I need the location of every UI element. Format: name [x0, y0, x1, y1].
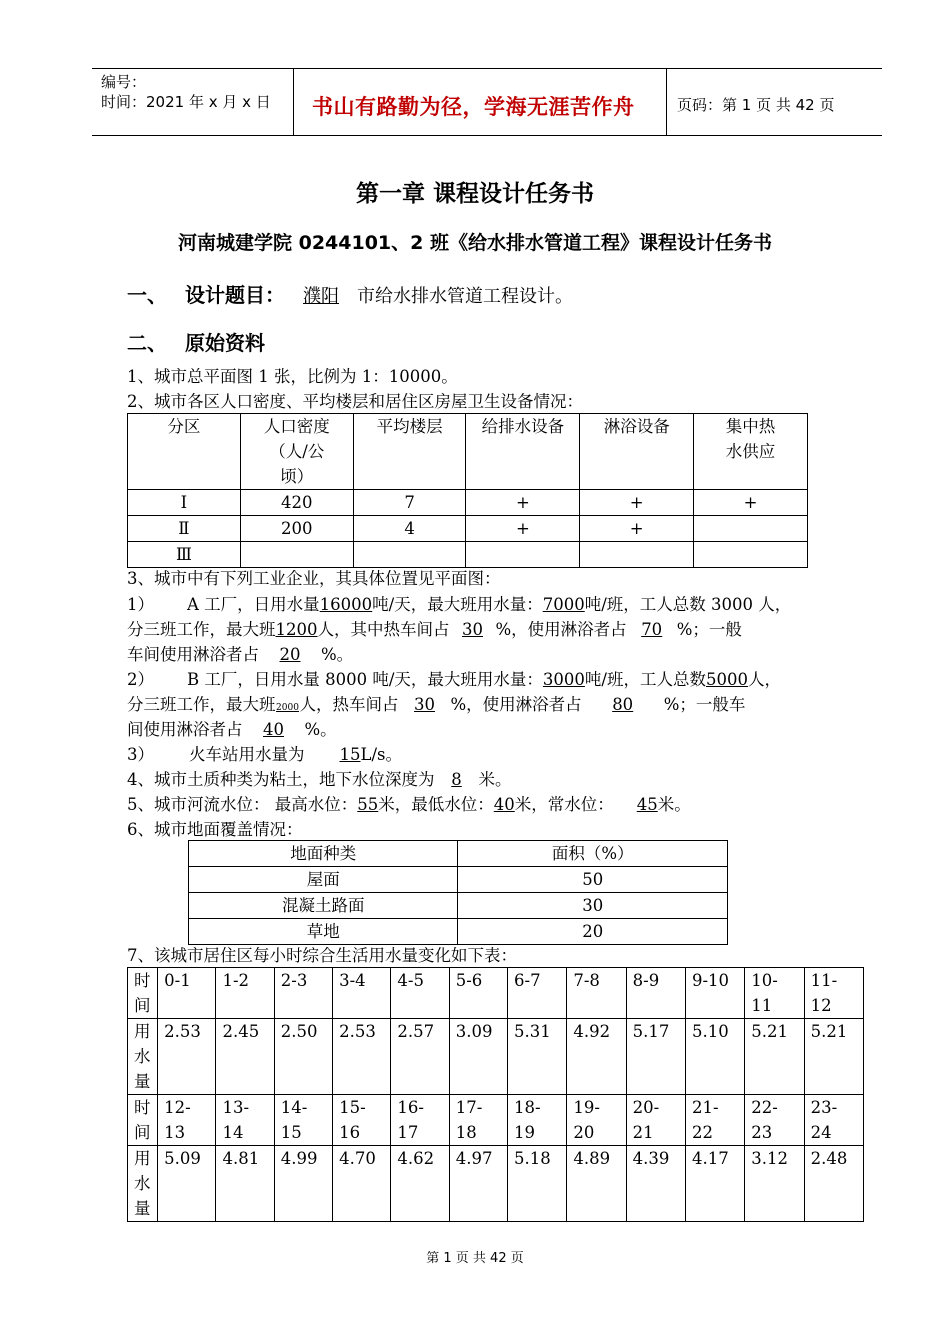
use-label-line1: 用: [134, 1022, 151, 1041]
use-label-line3: 量: [134, 1072, 151, 1091]
th-hot-water: [694, 414, 808, 490]
time-cell: [391, 1095, 449, 1146]
th-density-line3: 顷）: [280, 467, 314, 486]
cell-density: 420: [240, 490, 353, 516]
time-cell: [626, 968, 685, 1019]
hourly-water-table: [127, 967, 864, 1222]
time-cell-line: 12: [810, 996, 832, 1015]
time-label: [128, 1095, 158, 1146]
time-cell-line: 13-: [222, 1098, 250, 1117]
time-cell-line: 16: [339, 1123, 361, 1142]
time-cell: [449, 968, 507, 1019]
th-hot-line1: 集中热: [725, 417, 776, 436]
population-table-header: [128, 414, 808, 490]
time-cell-line: 20: [573, 1123, 595, 1142]
time-cell-line: 11-: [810, 971, 838, 990]
factory-b-text: 分三班工作，最大班: [127, 695, 276, 714]
time-cell: [567, 1095, 626, 1146]
time-cell: [449, 1095, 507, 1146]
item5-text: 米。: [657, 795, 691, 814]
header-divider-right: [666, 68, 667, 135]
value-cell: 4.99: [274, 1146, 332, 1222]
value-cell: 2.48: [804, 1146, 863, 1222]
factory-b-max-shift: 2000: [276, 703, 299, 713]
factory-b-text: 间使用淋浴者占: [127, 720, 243, 739]
time-cell-line: 1-2: [222, 971, 250, 990]
ground-cover-table: [188, 840, 728, 945]
time-cell-line: 18: [455, 1123, 477, 1142]
cell-shower: +: [580, 490, 694, 516]
cell-ground-area: 50: [458, 867, 728, 893]
value-cell: 4.81: [216, 1146, 274, 1222]
time-label-line2: 间: [134, 996, 151, 1015]
factory-a-max-shift: 1200: [275, 620, 318, 639]
value-cell: 2.53: [333, 1019, 391, 1095]
section1-city: 濮阳: [303, 286, 339, 307]
cell-district: Ⅰ: [128, 490, 241, 516]
station-number: 3）: [127, 745, 154, 764]
section1-rest: 市给水排水管道工程设计。: [357, 286, 573, 307]
item5-text: 米，最低水位：: [378, 795, 494, 814]
time-cell: [508, 968, 567, 1019]
time-cell-line: 14-: [280, 1098, 308, 1117]
use-label-line2: 水: [134, 1174, 151, 1193]
value-cell: 2.50: [274, 1019, 332, 1095]
time-cell-line: 11: [751, 996, 773, 1015]
factory-a-daily: 16000: [319, 595, 373, 614]
value-cell: 5.17: [626, 1019, 685, 1095]
th-ground-type: 地面种类: [189, 841, 458, 867]
factory-b-hot-pct: 30: [414, 695, 435, 714]
factory-b-text: %；一般车: [663, 695, 746, 714]
cell-hot: [694, 542, 808, 568]
cell-density: [240, 542, 353, 568]
section1-title: 设计题目：: [185, 283, 285, 307]
time-label-line1: 时: [134, 1098, 151, 1117]
time-cell: [804, 1095, 863, 1146]
cell-shower: [580, 542, 694, 568]
time-cell-line: 5-6: [455, 971, 483, 990]
value-cell: 5.21: [804, 1019, 863, 1095]
factory-a-line1: [187, 592, 791, 617]
cell-floors: 4: [353, 516, 466, 542]
value-cell: 5.21: [745, 1019, 804, 1095]
factory-a-text: A 工厂，日用水量: [187, 595, 320, 614]
cell-ground-area: 20: [458, 919, 728, 945]
factory-b-shower-pct: 80: [612, 695, 634, 714]
table-row: [128, 542, 808, 568]
section1-line: [185, 279, 573, 308]
value-cell: 5.31: [508, 1019, 567, 1095]
station-value: 15: [339, 745, 361, 764]
header-top-rule: [92, 68, 882, 69]
time-cell-line: 17-: [455, 1098, 483, 1117]
item2: 2、城市各区人口密度、平均楼层和居住区房屋卫生设备情况：: [127, 392, 583, 411]
cell-ground-type: 草地: [189, 919, 458, 945]
page-footer: 第 1 页 共 42 页: [426, 1251, 524, 1266]
value-cell: 5.10: [685, 1019, 744, 1095]
item4-value: 8: [451, 770, 462, 789]
factory-a-number: 1）: [127, 595, 154, 614]
time-cell: [333, 968, 391, 1019]
item5-text: 米，常水位：: [514, 795, 614, 814]
cell-ground-type: 屋面: [189, 867, 458, 893]
th-density-line2: （人/公: [269, 442, 325, 461]
table-row: [128, 490, 808, 516]
value-cell: 5.09: [158, 1146, 216, 1222]
time-cell-line: 15-: [339, 1098, 366, 1117]
factory-a-text: %。: [321, 645, 354, 664]
header-page-label: 页码：第 1 页 共 42 页: [677, 96, 835, 114]
item6: 6、城市地面覆盖情况：: [127, 820, 303, 839]
time-cell: [567, 968, 626, 1019]
time-cell-line: 15: [280, 1123, 302, 1142]
cell-floors: [353, 542, 466, 568]
time-cell: [508, 1095, 567, 1146]
th-plumbing: 给排水设备: [466, 414, 580, 490]
factory-b-number: 2）: [127, 670, 154, 689]
factory-b-text: 人，热车间占: [299, 695, 399, 714]
time-cell-line: 2-3: [280, 971, 308, 990]
value-cell: 5.18: [508, 1146, 567, 1222]
header-number-label: 编号：: [101, 73, 147, 91]
value-cell: 3.12: [745, 1146, 804, 1222]
cell-plumbing: [466, 542, 580, 568]
time-cell: [274, 968, 332, 1019]
time-cell-line: 10-: [751, 971, 778, 990]
cell-floors: 7: [353, 490, 466, 516]
factory-b-shift: 3000: [542, 670, 585, 689]
item3: 3、城市中有下列工业企业，其具体位置见平面图：: [127, 569, 501, 588]
factory-a-text: %，使用淋浴者占: [495, 620, 627, 639]
time-cell: [274, 1095, 332, 1146]
table-row: [128, 516, 808, 542]
value-cell: 4.62: [391, 1146, 449, 1222]
time-cell: [685, 968, 744, 1019]
th-density: [240, 414, 353, 490]
population-table: [127, 413, 808, 568]
section2-number: 二、: [127, 331, 167, 355]
table-row: [189, 919, 728, 945]
factory-b-general-pct: 40: [263, 720, 284, 739]
ground-cover-header: [189, 841, 728, 867]
header-time-label: 时间：2021 年 x 月 x 日: [101, 93, 271, 111]
time-cell: [216, 1095, 274, 1146]
time-cell-line: 6-7: [514, 971, 541, 990]
factory-b-line1: [187, 667, 781, 692]
item4: [127, 767, 512, 792]
time-cell: [626, 1095, 685, 1146]
factory-a-shift: 7000: [542, 595, 585, 614]
value-cell: 4.89: [567, 1146, 626, 1222]
item5-low: 40: [493, 795, 515, 814]
cell-district: Ⅲ: [128, 542, 241, 568]
factory-a-hot-pct: 30: [462, 620, 483, 639]
th-floors: 平均楼层: [353, 414, 466, 490]
factory-a-text: 吨/天，最大班用水量：: [372, 595, 543, 614]
item5-normal: 45: [636, 795, 658, 814]
time-cell: [333, 1095, 391, 1146]
item5-high: 55: [357, 795, 379, 814]
time-cell-line: 12-: [164, 1098, 191, 1117]
time-cell: [391, 968, 449, 1019]
time-row-1: [128, 968, 864, 1019]
cell-hot: [694, 516, 808, 542]
factory-a-text: 分三班工作，最大班: [127, 620, 276, 639]
time-cell-line: 24: [810, 1123, 832, 1142]
item4-text: 4、城市土质种类为粘土，地下水位深度为: [127, 770, 435, 789]
factory-a-text: 人，其中热车间占: [317, 620, 450, 639]
station-unit: L/s。: [360, 745, 402, 764]
section2-title: 原始资料: [185, 331, 265, 355]
time-cell-line: 17: [397, 1123, 419, 1142]
station-text: 火车站用水量为: [189, 745, 305, 764]
time-cell-line: 3-4: [339, 971, 366, 990]
cell-plumbing: +: [466, 516, 580, 542]
factory-b-text: B 工厂，日用水量 8000 吨/天，最大班用水量：: [187, 670, 543, 689]
factory-a-shower-pct: 70: [641, 620, 663, 639]
time-label-line1: 时: [134, 971, 151, 990]
time-cell: [685, 1095, 744, 1146]
time-cell-line: 20-: [632, 1098, 660, 1117]
time-cell: [158, 1095, 216, 1146]
header-divider-left: [293, 68, 294, 135]
time-cell-line: 19: [514, 1123, 536, 1142]
factory-b-text: 吨/班，工人总数: [584, 670, 706, 689]
table-row: [189, 867, 728, 893]
th-shower: 淋浴设备: [580, 414, 694, 490]
use-label-line3: 量: [134, 1199, 151, 1218]
cell-district: Ⅱ: [128, 516, 241, 542]
value-cell: 3.09: [449, 1019, 507, 1095]
value-cell: 4.17: [685, 1146, 744, 1222]
time-cell-line: 21-: [691, 1098, 719, 1117]
time-cell-line: 14: [222, 1123, 244, 1142]
station-line: [189, 742, 402, 767]
th-district: 分区: [128, 414, 241, 490]
factory-b-text: %。: [304, 720, 337, 739]
time-cell-line: 9-10: [691, 971, 730, 990]
time-cell: [158, 968, 216, 1019]
item5-text: 5、城市河流水位： 最高水位：: [127, 795, 358, 814]
time-cell-line: 7-8: [573, 971, 600, 990]
cell-density: 200: [240, 516, 353, 542]
value-row-2: [128, 1146, 864, 1222]
factory-a-text: 车间使用淋浴者占: [127, 645, 259, 664]
use-label-line1: 用: [134, 1149, 151, 1168]
time-cell: [745, 968, 804, 1019]
time-cell-line: 22: [691, 1123, 713, 1142]
item4-text: 米。: [478, 770, 512, 789]
factory-b-workers: 5000: [705, 670, 748, 689]
time-cell-line: 0-1: [164, 971, 191, 990]
factory-a-line2: [127, 617, 742, 642]
table-row: [189, 893, 728, 919]
cell-plumbing: +: [466, 490, 580, 516]
subtitle: 河南城建学院 0244101、2 班《给水排水管道工程》课程设计任务书: [178, 232, 772, 254]
value-cell: 4.92: [567, 1019, 626, 1095]
time-cell-line: 18-: [514, 1098, 541, 1117]
value-cell: 2.53: [158, 1019, 216, 1095]
cell-ground-type: 混凝土路面: [189, 893, 458, 919]
time-cell-line: 19-: [573, 1098, 600, 1117]
item1: 1、城市总平面图 1 张，比例为 1：10000。: [127, 367, 458, 386]
th-ground-area: 面积（%）: [458, 841, 728, 867]
time-cell-line: 21: [632, 1123, 654, 1142]
value-row-1: [128, 1019, 864, 1095]
time-label: [128, 968, 158, 1019]
time-cell-line: 8-9: [632, 971, 660, 990]
use-label: [128, 1019, 158, 1095]
factory-b-line3: [127, 717, 337, 742]
th-density-line1: 人口密度: [263, 417, 330, 436]
time-cell-line: 13: [164, 1123, 186, 1142]
time-cell-line: 23-: [810, 1098, 838, 1117]
time-label-line2: 间: [134, 1123, 151, 1142]
factory-a-line3: [127, 642, 353, 667]
value-cell: 2.45: [216, 1019, 274, 1095]
time-row-2: [128, 1095, 864, 1146]
time-cell-line: 23: [751, 1123, 773, 1142]
item7: 7、该城市居住区每小时综合生活用水量变化如下表：: [127, 946, 517, 965]
cell-shower: +: [580, 516, 694, 542]
use-label: [128, 1146, 158, 1222]
value-cell: 4.39: [626, 1146, 685, 1222]
factory-a-text: %；一般: [676, 620, 742, 639]
header-motto: 书山有路勤为径，学海无涯苦作舟: [312, 95, 635, 119]
factory-a-text: 吨/班，工人总数 3000 人，: [584, 595, 792, 614]
time-cell: [745, 1095, 804, 1146]
cell-ground-area: 30: [458, 893, 728, 919]
time-cell-line: 22-: [751, 1098, 778, 1117]
chapter-title: 第一章 课程设计任务书: [355, 181, 594, 207]
item5: [127, 792, 691, 817]
th-hot-line2: 水供应: [725, 442, 776, 461]
time-cell-line: 16-: [397, 1098, 424, 1117]
time-cell-line: 4-5: [397, 971, 424, 990]
time-cell: [216, 968, 274, 1019]
value-cell: 2.57: [391, 1019, 449, 1095]
section1-number: 一、: [127, 283, 167, 307]
value-cell: 4.70: [333, 1146, 391, 1222]
factory-b-text: 人，: [747, 670, 781, 689]
use-label-line2: 水: [134, 1047, 151, 1066]
factory-b-text: %，使用淋浴者占: [450, 695, 582, 714]
cell-hot: +: [694, 490, 808, 516]
value-cell: 4.97: [449, 1146, 507, 1222]
factory-a-general-pct: 20: [279, 645, 301, 664]
header-bottom-rule: [92, 135, 882, 136]
time-cell: [804, 968, 863, 1019]
